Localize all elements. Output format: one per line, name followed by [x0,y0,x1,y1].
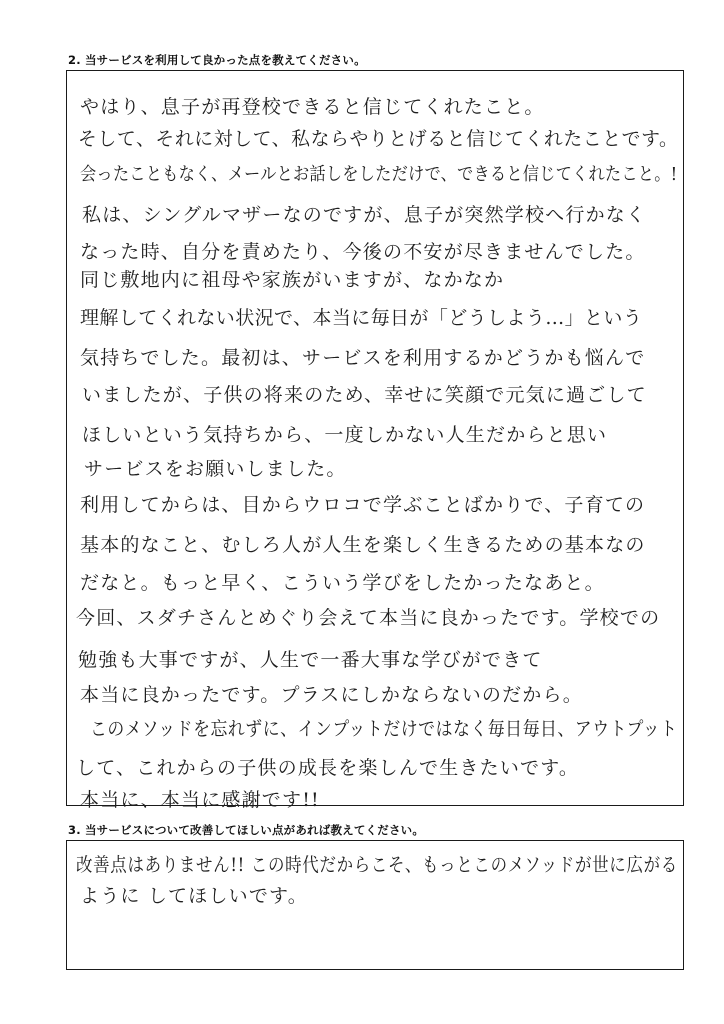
q2-answer-line: このメソッドを忘れずに、インプットだけではなく毎日毎日、アウトプット [90,718,678,740]
q2-answer-line: 本当に、本当に感謝です!! [80,789,320,811]
q2-answer-line: 利用してからは、目からウロコで学ぶことばかりで、子育ての [80,494,646,516]
q2-answer-line: 理解してくれない状況で、本当に毎日が「どうしよう…」という [80,307,643,329]
q2-answer-line: 基本的なこと、むしろ人が人生を楽しく生きるための基本なの [80,534,646,556]
q3-heading: 3. 当サービスについて改善してほしい点があれば教えてください。 [68,823,425,837]
q2-answer-line: そして、それに対して、私ならやりとげると信じてくれたことです。 [78,128,679,150]
q2-answer-line: 本当に良かったです。プラスにしかならないのだから。 [80,684,583,706]
q2-answer-line: なった時、自分を責めたり、今後の不安が尽きませんでした。 [80,241,646,263]
q2-answer-line: 勉強も大事ですが、人生で一番大事な学びができて [78,649,543,671]
q2-answer-line: サービスをお願いしました。 [84,458,347,480]
q2-answer-line: 同じ敷地内に祖母や家族がいますが、なかなか [80,269,505,291]
q3-answer-line: ように してほしいです。 [80,885,308,907]
q2-answer-line: いましたが、子供の将来のため、幸せに笑顔で元気に過ごして [82,384,647,406]
q2-answer-line: 気持ちでした。最初は、サービスを利用するかどうかも悩んで [80,347,646,369]
q2-answer-line: 今回、スダチさんとめぐり会えて本当に良かったです。学校での [76,607,661,629]
q2-answer-line: だなと。もっと早く、こういう学びをしたかったなあと。 [80,572,605,594]
q2-heading: 2. 当サービスを利用して良かった点を教えてください。 [68,53,366,67]
q2-answer-line: 会ったこともなく、メールとお話しをしただけで、できると信じてくれたこと。! [80,164,678,185]
q2-answer-line: して、これからの子供の成長を楽しんで生きたいです。 [76,757,580,779]
q2-answer-line: やはり、息子が再登校できると信じてくれたこと。 [80,96,545,118]
q3-answer-line: 改善点はありません!! この時代だからこそ、もっとこのメソッドが世に広がる [76,854,678,876]
q2-answer-line: 私は、シングルマザーなのですが、息子が突然学校へ行かなく [82,204,647,226]
q2-answer-line: ほしいという気持ちから、一度しかない人生だからと思い [82,424,608,446]
